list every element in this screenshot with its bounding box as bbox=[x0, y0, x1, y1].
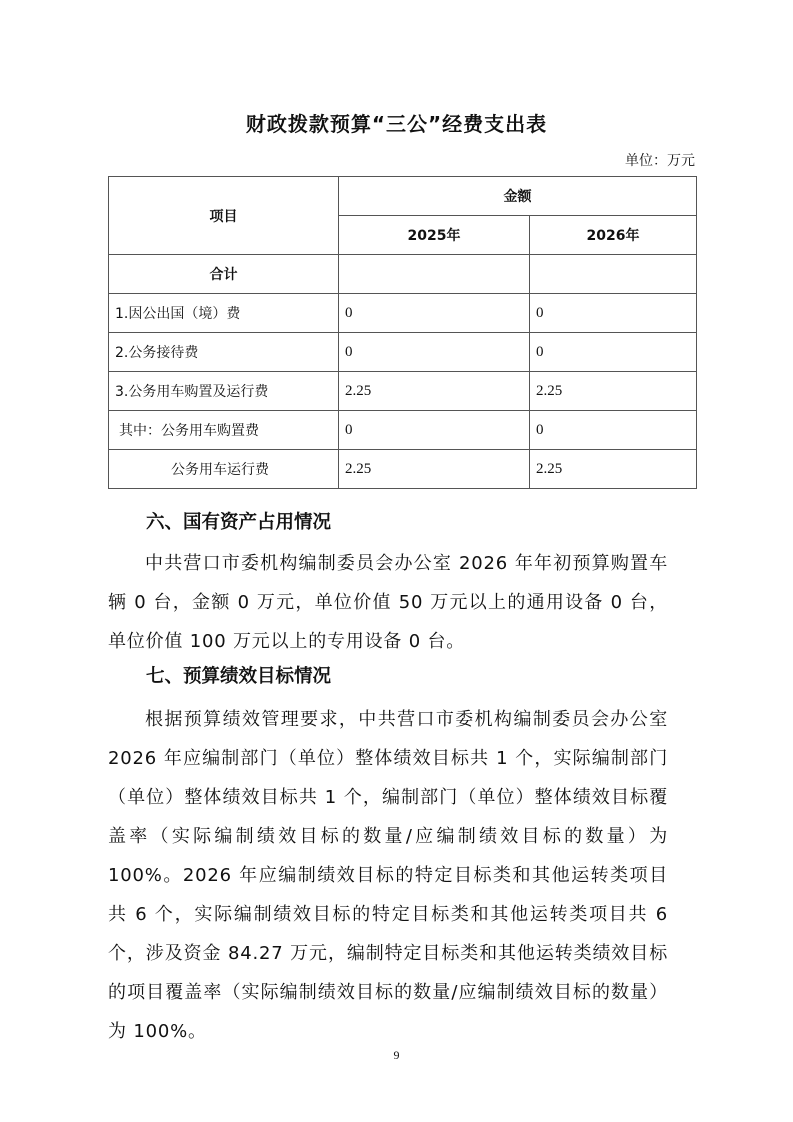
table-row-total bbox=[109, 255, 697, 294]
row-label: 公务用车运行费 bbox=[109, 450, 339, 489]
value-2026: 2.25 bbox=[530, 372, 697, 411]
row-label: 其中：公务用车购置费 bbox=[109, 411, 339, 450]
section6-paragraph: 中共营口市委机构编制委员会办公室 2026 年年初预算购置车辆 0 台，金额 0 万元，单位价值 50 万元以上的通用设备 0 台，单位价值 100 万元以上的专用设备 0 台。 bbox=[108, 553, 668, 652]
header-item: 项目 bbox=[109, 177, 339, 255]
table-row bbox=[109, 372, 697, 411]
value-2026: 0 bbox=[530, 294, 697, 333]
section6-heading: 六、国有资产占用情况 bbox=[146, 512, 332, 533]
table-title: 财政拨款预算“三公”经费支出表 bbox=[245, 112, 548, 136]
value-2025: 0 bbox=[339, 333, 530, 372]
row-label: 2.公务接待费 bbox=[109, 333, 339, 372]
value-2026: 0 bbox=[530, 411, 697, 450]
unit-label: 单位：万元 bbox=[625, 153, 695, 169]
section7-paragraph: 根据预算绩效管理要求，中共营口市委机构编制委员会办公室 2026 年应编制部门（单位）整体绩效目标共 1 个，实际编制部门（单位）整体绩效目标共 1 个，编制部门（单位）整体绩效目标覆盖率（实际编制绩效目标的数量/应编制绩效目标的数量）为 100%。2026 年应编制绩效目标的特定目标类和其他运转类项目共 6 个，实际编制绩效目标的特定目标类和其他运转类项目共 6 个，涉及资金 84.27 万元，编制特定目标类和其他运转类绩效目标的项目覆盖率（实际编制绩效目标的数量/应编制绩效目标的数量）为 100%。 bbox=[108, 709, 668, 1042]
value-2025: 0 bbox=[339, 411, 530, 450]
value-2026: 2.25 bbox=[530, 450, 697, 489]
row-label: 合计 bbox=[109, 255, 339, 294]
header-year-2026: 2026年 bbox=[530, 216, 697, 255]
header-amount: 金额 bbox=[339, 177, 697, 216]
page-number: 9 bbox=[393, 1048, 400, 1062]
table-row bbox=[109, 294, 697, 333]
section7-heading: 七、预算绩效目标情况 bbox=[146, 666, 332, 687]
value-2025: 2.25 bbox=[339, 450, 530, 489]
table-row bbox=[109, 333, 697, 372]
value-2025 bbox=[339, 255, 530, 294]
table-row bbox=[109, 411, 697, 450]
row-label: 3.公务用车购置及运行费 bbox=[109, 372, 339, 411]
value-2026: 0 bbox=[530, 333, 697, 372]
header-year-2025: 2025年 bbox=[339, 216, 530, 255]
row-label: 1.因公出国（境）费 bbox=[109, 294, 339, 333]
table-row bbox=[109, 450, 697, 489]
value-2025: 2.25 bbox=[339, 372, 530, 411]
value-2026 bbox=[530, 255, 697, 294]
value-2025: 0 bbox=[339, 294, 530, 333]
three-public-expenses-table bbox=[108, 176, 697, 489]
